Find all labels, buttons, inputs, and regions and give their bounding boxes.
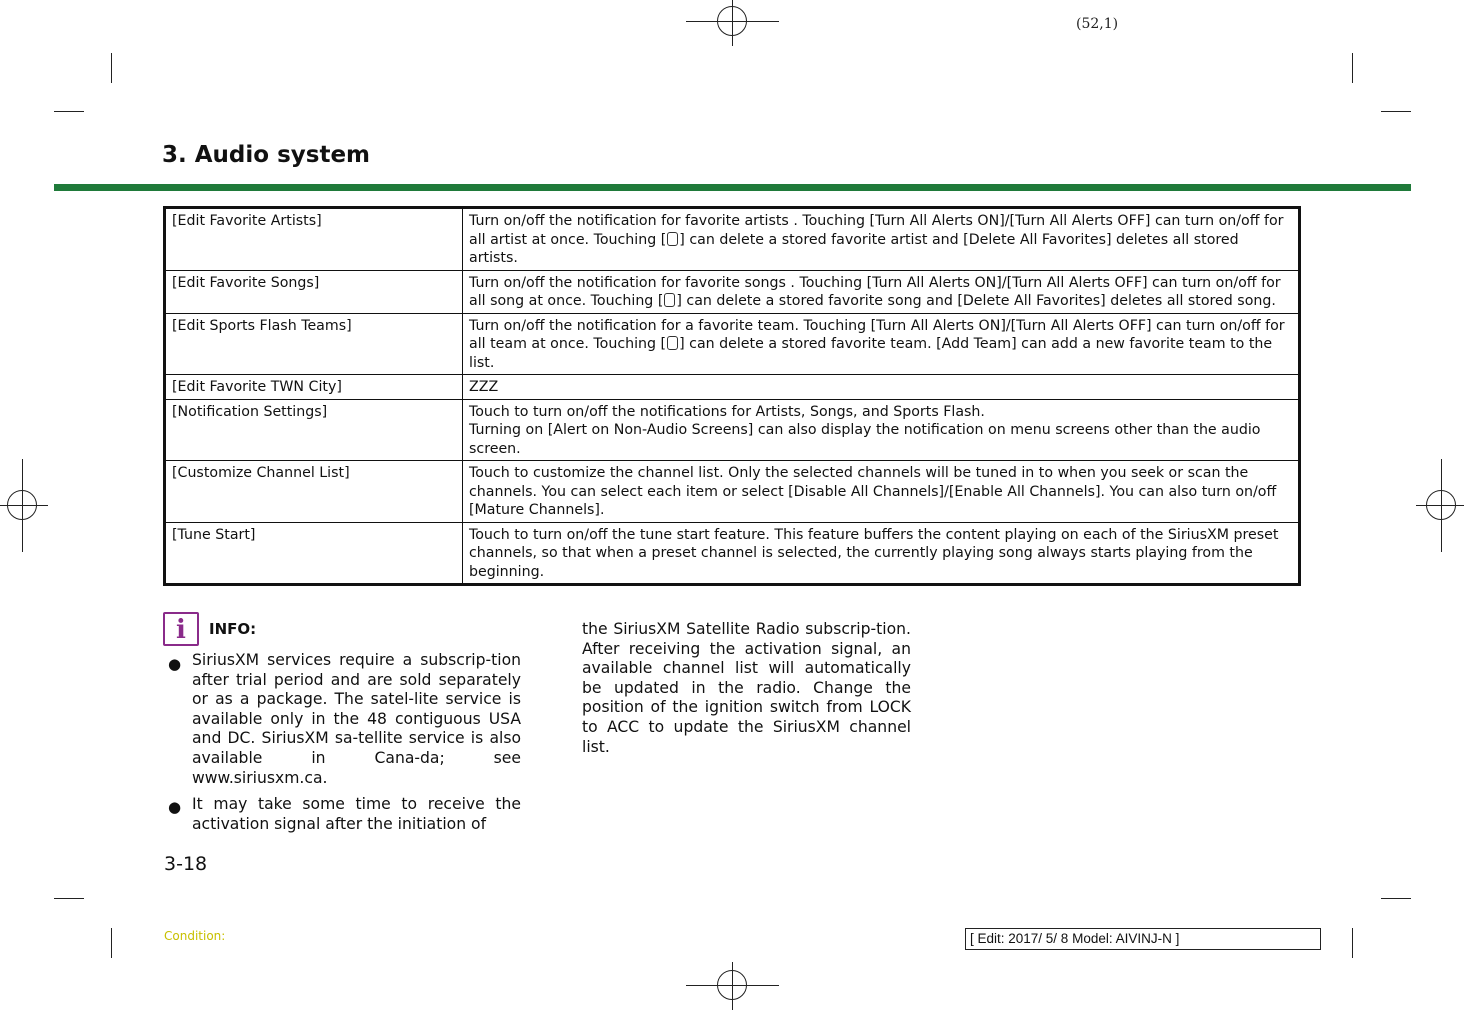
table-row	[165, 208, 1300, 271]
table-row	[165, 313, 1300, 375]
condition-label: Condition:	[164, 929, 226, 943]
setting-name: [Edit Favorite Songs]	[165, 270, 463, 313]
setting-description: Turn on/off the notification for a favorite team. Touching [Turn All Alerts ON]/[Turn All Alerts OFF] can turn on/off for all team at once. Touching [ ] can delete a stored favorite team. [Add Team] can add a new favorite team to the list.	[463, 313, 1300, 375]
registration-mark	[717, 6, 747, 36]
trash-icon	[664, 293, 675, 307]
setting-description: Touch to turn on/off the notifications for Artists, Songs, and Sports Flash. Turning on [Alert on Non-Audio Screens] can also display the notification on menu screens other than the audio screen.	[463, 399, 1300, 461]
bullet-dot: ●	[168, 655, 182, 673]
section-divider	[54, 184, 1411, 191]
info-bullet-1: SiriusXM services require a subscrip-tion after trial period and are sold separately or as a package. The satel-lite service is available only in the 48 contiguous USA and DC. SiriusXM sa-tellite service is also available in Cana-da; see www.siriusxm.ca.	[192, 651, 521, 787]
table-row	[165, 522, 1300, 585]
trash-icon	[667, 232, 678, 246]
info-icon: i	[163, 612, 199, 646]
crop-mark	[1381, 898, 1411, 899]
registration-mark	[7, 490, 37, 520]
setting-name: [Customize Channel List]	[165, 461, 463, 523]
settings-table	[163, 206, 1301, 586]
crop-mark	[1352, 928, 1353, 958]
setting-name: [Edit Sports Flash Teams]	[165, 313, 463, 375]
edit-info: [ Edit: 2017/ 5/ 8 Model: AIVINJ-N ]	[965, 928, 1321, 950]
setting-name: [Edit Favorite Artists]	[165, 208, 463, 271]
crop-mark	[111, 53, 112, 83]
table-row	[165, 399, 1300, 461]
registration-mark	[717, 970, 747, 1000]
section-title: 3. Audio system	[162, 142, 371, 168]
page-number: 3-18	[164, 853, 208, 875]
table-row	[165, 461, 1300, 523]
setting-name: [Notification Settings]	[165, 399, 463, 461]
info-continuation: the SiriusXM Satellite Radio subscrip-tion. After receiving the activation signal, an available channel list will automatically be updated in the radio. Change the position of the ignition switch from LOCK to ACC to update the SiriusXM channel list.	[582, 620, 911, 756]
setting-description: Touch to turn on/off the tune start feature. This feature buffers the content playing on each of the SiriusXM preset channels, so that when a preset channel is selected, the currently playing song always starts playing from the beginning.	[463, 522, 1300, 585]
setting-description: Turn on/off the notification for favorite songs . Touching [Turn All Alerts ON]/[Turn All Alerts OFF] can turn on/off for all song at once. Touching [ ] can delete a stored favorite song and [Delete All Favorites] deletes all stored song.	[463, 270, 1300, 313]
setting-name: [Edit Favorite TWN City]	[165, 375, 463, 400]
crop-mark	[1352, 53, 1353, 83]
table-row	[165, 375, 1300, 400]
page-code: (52,1)	[1076, 16, 1119, 32]
bullet-dot: ●	[168, 798, 182, 816]
crop-mark	[54, 111, 84, 112]
info-label: INFO:	[209, 620, 257, 638]
setting-description: Turn on/off the notification for favorite artists . Touching [Turn All Alerts ON]/[Turn All Alerts OFF] can turn on/off for all artist at once. Touching [ ] can delete a stored favorite artist and [Delete All Favorites] deletes all stored artists.	[463, 208, 1300, 271]
crop-mark	[1381, 111, 1411, 112]
crop-mark	[54, 898, 84, 899]
setting-description: Touch to customize the channel list. Only the selected channels will be tuned in to when you seek or scan the channels. You can select each item or select [Disable All Channels]/[Enable All Channels]. You can also turn on/off [Mature Channels].	[463, 461, 1300, 523]
trash-icon	[667, 336, 678, 350]
setting-description: ZZZ	[463, 375, 1300, 400]
setting-name: [Tune Start]	[165, 522, 463, 585]
info-bullet-2: It may take some time to receive the activation signal after the initiation of	[192, 795, 521, 833]
crop-mark	[111, 928, 112, 958]
table-row	[165, 270, 1300, 313]
registration-mark	[1426, 490, 1456, 520]
